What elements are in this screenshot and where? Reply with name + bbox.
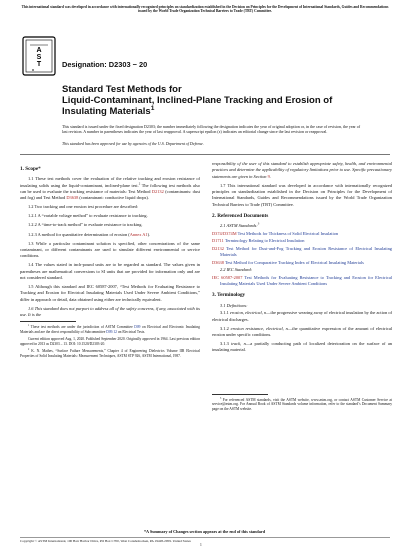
footnote-1: $^1$ These test methods are under the jurisdiction of ASTM Committee D09 on Electrical and Electronic Insulating Materials and are the direct responsibility of Subcommittee D09.12 on Electrical Tests. [20,324,200,334]
svg-text:A: A [36,47,42,54]
ref-d374: D374/D374M Test Methods for Thickness of Solid Electrical Insulation [212,230,339,236]
link-annex-a1[interactable]: Annex A1 [129,231,148,237]
link-ref-d3638[interactable]: D3638 [212,259,224,265]
para-3-1-1: 3.1.1 erosion, electrical, n—the progressive wearing away of electrical insulation by the action of electrical discharges. [212,310,392,322]
link-iec-60587[interactable]: IEC 60587-2007 [212,274,243,280]
para-1-5: 1.5 Although this standard and IEC 60587-2007, “Test Methods for Evaluating Resistance to Tracking and Erosion for Electrical Insulating Materials Used Under Severe Ambient Conditions,” differ in approach or detail, data obtained using either are technically equivalent. [20,284,200,302]
para-1-2-1: 1.2.1 A “variable voltage method” to evaluate resistance to tracking. [28,213,148,219]
link-section-9[interactable]: 9 [267,173,270,179]
footnote-divider-right [212,394,268,395]
astm-logo [22,36,56,76]
svg-text:T: T [36,61,42,68]
ref-iec-60587: IEC 60587-2007 Test Methods for Evaluating Resistance to Tracking and Erosion for Electrical Insulating Materials Used Under Severe Ambient Conditions [212,274,393,287]
para-1-1: 1.1 These test methods cover the evaluation of the relative tracking and erosion resistance of insulating solids using the liquid-contaminant, inclined-plane test.$^2$ The following test methods also can be used to evaluate the tracking resistance of materials: Test Method D2132 (contaminants: dust and fog) and Test Method D3638 (contaminant: conductive liquid drops). [20,176,201,201]
dod-approval-statement: This standard has been approved for use by agencies of the U.S. Department of Defense. [62,141,204,146]
ref-d1711: D1711 Terminology Relating to Electrical Insulation [212,238,305,244]
footnote-2: $^2$ K. N. Mathes, “Surface Failure Measurements,” Chapter 4 of Engineering Dielectrics Volume IIB Electrical Properties of Solid Insulating Materials: Measurement Techniques, ASTM STP 926, ASTM International, 1987. [20,348,201,358]
para-2-1: 2.1 ASTM Standards:$^3$ [220,221,260,229]
link-d09-12[interactable]: D09.12 [106,329,117,334]
para-1-3: 1.3 While a particular contaminant solution is specified, other concentrations of the same contaminant, or different contaminants are used to simulate different environmental or service conditions. [20,240,200,259]
designation: Designation: D2303 − 20 [62,60,148,69]
para-1-2-2: 1.2.2 A “time-to-track method” to evaluate resistance to tracking. [28,222,143,228]
title-footnote-marker: 1 [150,104,155,112]
document-title [62,84,362,117]
para-1-6-cont: responsibility of the user of this standard to establish appropriate safety, health, and environmental practices and determine the applicability of regulatory limitations prior to use. Specific precautionary statements are given in Section 9. [212,161,392,179]
para-1-7: 1.7 This international standard was developed in accordance with internationally recognized principles on standardization established in the Decision on Principles for the Development of International Standards, Guides and Recommendations issued by the World Trade Organization Technical Barriers to Trade (TBT) Committee. [212,182,392,207]
header-divider [20,154,390,155]
ref-d2132: D2132 Test Method for Dust-and-Fog Tracking and Erosion Resistance of Electrical Insulating Materials [212,245,392,258]
link-ref-d2132[interactable]: D2132 [212,245,224,251]
link-d374[interactable]: D374/D374M [212,230,237,236]
footnote-divider [20,321,76,322]
right-column [212,161,392,414]
scope-heading: 1. Scope* [20,166,41,172]
wto-notice: This international standard was developed in accordance with internationally recognized principles on standardization established in the Decision on Principles for the Development of International Standards, Guides and Recommendations issued by the World Trade Organization Technical Barriers to Trade (TBT) Committee. [21,5,389,14]
link-d1711[interactable]: D1711 [212,238,224,244]
title-line-1: Standard Test Methods for [62,84,182,95]
para-1-4: 1.4 The values stated in inch-pound units are to be regarded as standard. The values given in parentheses are mathematical conversions to SI units that are provided for information only and are not considered standard. [20,262,200,280]
footnote-1-edition: Current edition approved Aug. 1, 2020. Published September 2020. Originally approved in 1964. Last previous edition approved in 2013 as D2303 – 13. DOI: 10.1520/D2303-20. [20,337,200,346]
terminology-heading: 3. Terminology [212,292,246,299]
link-d2132[interactable]: D2132 [151,188,164,194]
referenced-documents-heading: 2. Referenced Documents [212,212,269,219]
svg-text:S: S [36,54,42,61]
para-3-1-2: 3.1.2 erosion resistance, electrical, n—the quantitative expression of the amount of electrical erosion under specific conditions. [212,325,392,338]
footnote-3: $^3$ For referenced ASTM standards, visit the ASTM website, www.astm.org, or contact ASTM Customer Service at service@astm.org. For Annual Book of ASTM Standards volume information, refer to the standard’s Document Summary page on the ASTM website. [212,396,392,411]
left-column [20,161,200,361]
link-d09[interactable]: D09 [134,325,141,330]
link-d3638[interactable]: D3638 [66,195,79,201]
svg-text:M: M [31,68,35,72]
para-1-6: 1.6 This standard does not purport to address all of the safety concerns, if any, associated with its use. It is the [20,305,200,318]
para-1-2: 1.2 Two tracking and one erosion test procedure are described: [28,204,139,210]
para-2-2: 2.2 IEC Standard: [220,267,253,273]
para-3-1: 3.1 Definitions: [220,302,248,308]
para-3-1-3: 3.1.3 track, n—a partially conducting path of localized deterioration on the surface of an insulating material. [212,341,393,353]
title-line-3: Insulating Materials$^1$ [62,104,155,117]
issued-statement: This standard is issued under the fixed designation D2303; the number immediately following the designation indicates the year of original adoption or, in the case of revision, the year of last revision. A number in parentheses indicates the year of last reapproval. A superscript epsilon (ε) indicates an editorial change since the last revision or reapproval. [62,124,361,134]
ref-d3638: D3638 Test Method for Comparative Tracking Index of Electrical Insulating Materials [212,259,364,265]
copyright-line: Copyright © ASTM International, 100 Barr Harbor Drive, PO Box C700, West Conshohocken, PA 19428-2959. United States [20,537,390,543]
para-1-2-3: 1.2.3 A method for quantitative determination of erosion (Annex A1). [28,231,151,237]
title-line-2: Liquid-Contaminant, Inclined-Plane Tracking and Erosion of [62,95,333,106]
summary-of-changes-note: *A Summary of Changes section appears at the end of this standard [143,529,266,534]
page-number: 1 [200,543,202,547]
